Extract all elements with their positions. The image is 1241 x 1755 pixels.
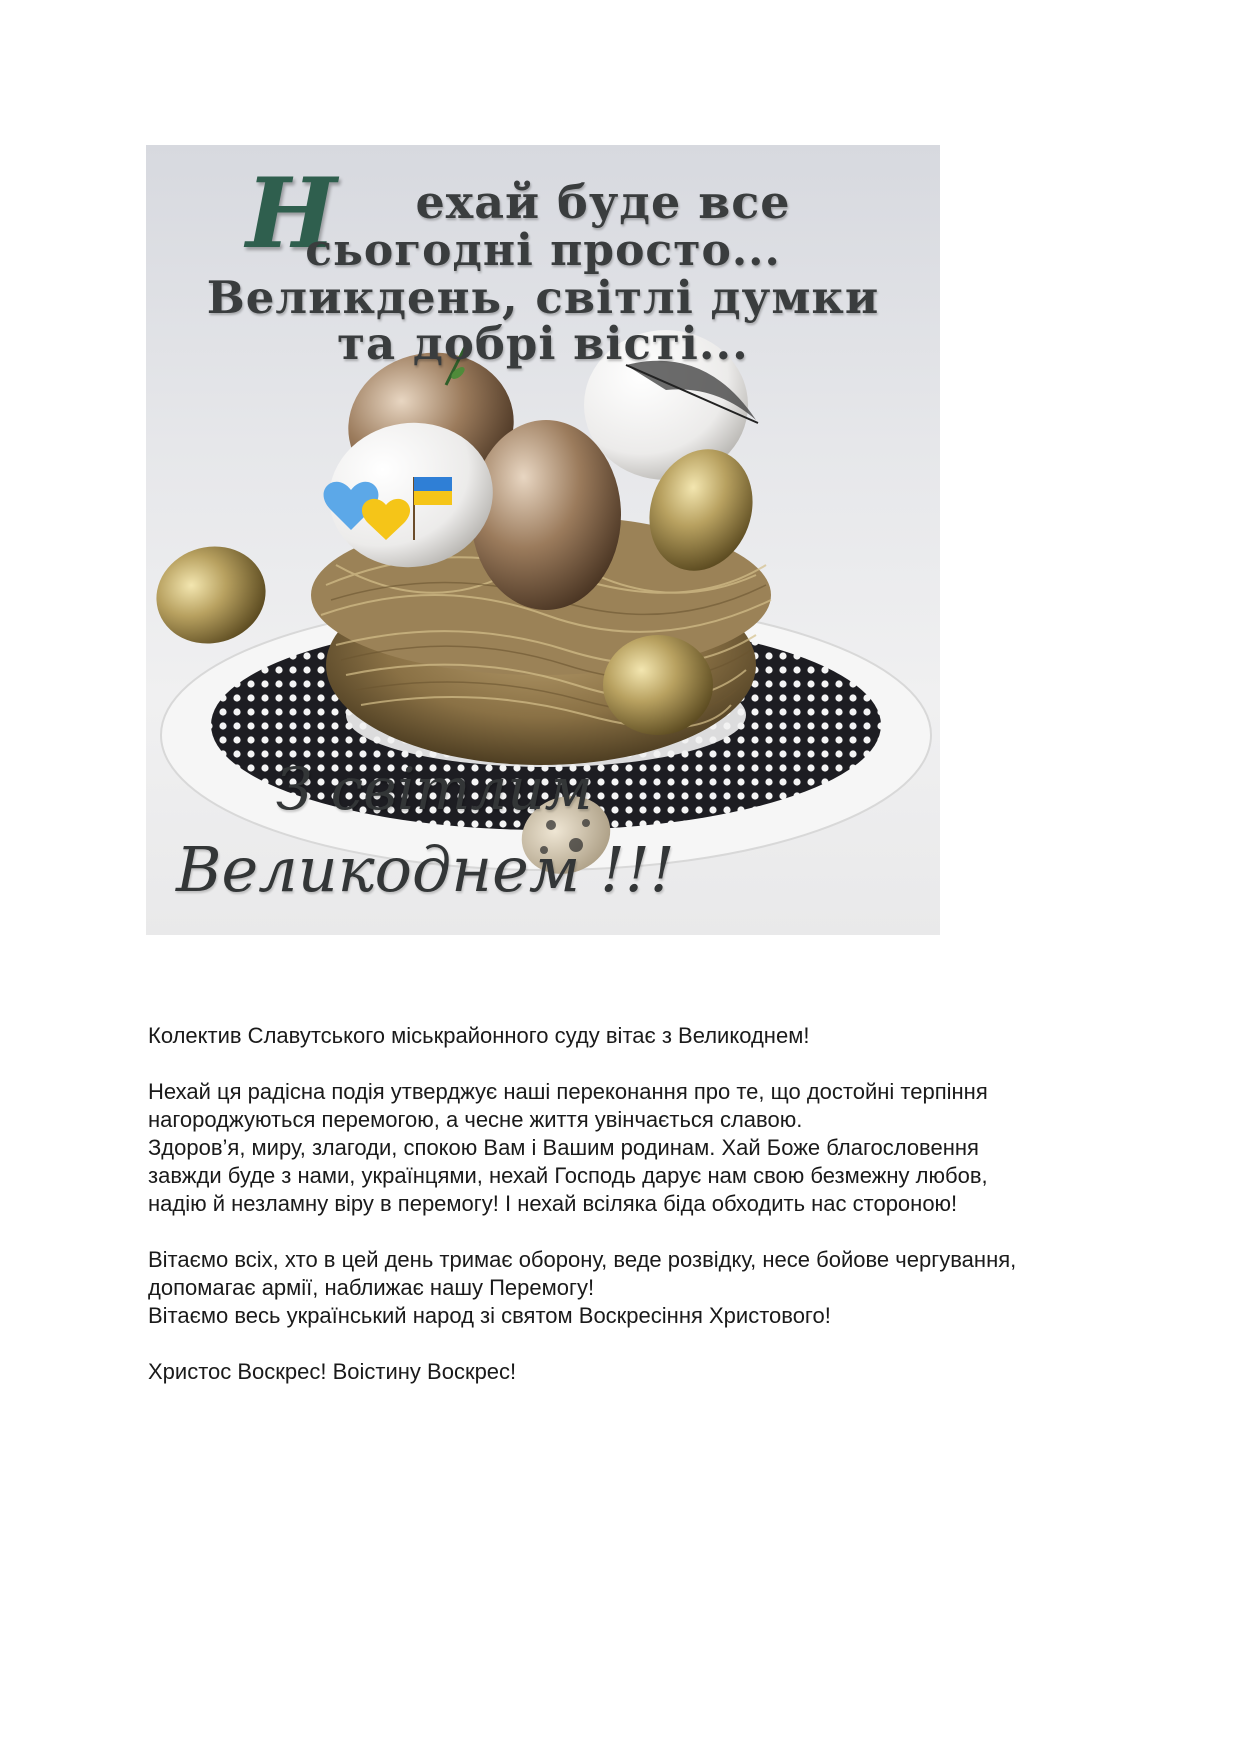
letter-line: Вітаємо всіх, хто в цей день тримає оборону, веде розвідку, несе бойове чергування,: [148, 1247, 1017, 1272]
letter-line: Нехай ця радісна подія утверджує наші переконання про те, що достойні терпіння: [148, 1079, 988, 1104]
letter-line: нагороджуються перемогою, а чесне життя увінчається славою.: [148, 1107, 803, 1132]
greeting-line-1: ехай буде все: [415, 175, 791, 229]
letter-line: завжди буде з нами, українцями, нехай Господь дарує нам свою безмежну любов,: [148, 1163, 988, 1188]
congratulation-letter: [148, 1022, 1148, 1414]
letter-line: Здоров’я, миру, злагоди, спокою Вам і Вашим родинам. Хай Боже благословення: [148, 1135, 979, 1160]
letter-line: допомагає армії, наближає нашу Перемогу!: [148, 1275, 595, 1300]
easter-greeting-card: [146, 145, 940, 935]
letter-paragraph-2: [148, 1078, 1148, 1218]
closing-line-2: Великоднем !!!: [176, 833, 675, 906]
greeting-line-4: та добрі вісті...: [337, 317, 749, 370]
letter-line: надію й незламну віру в перемогу! І нехай всіляка біда обходить нас стороною!: [148, 1191, 958, 1216]
greeting-initial-letter: Н: [246, 157, 337, 270]
letter-closing: Христос Воскрес! Воістину Воскрес!: [148, 1359, 517, 1384]
closing-line-1: З світлим: [276, 755, 593, 823]
letter-line: Вітаємо весь український народ зі святом Воскресіння Христового!: [148, 1303, 831, 1328]
greeting-line-2: сьогодні просто...: [305, 225, 781, 276]
letter-intro: Колектив Славутського міськрайонного суду вітає з Великоднем!: [148, 1023, 810, 1048]
letter-paragraph-3: [148, 1246, 1148, 1330]
greeting-line-3: Великдень, світлі думки: [206, 271, 880, 324]
